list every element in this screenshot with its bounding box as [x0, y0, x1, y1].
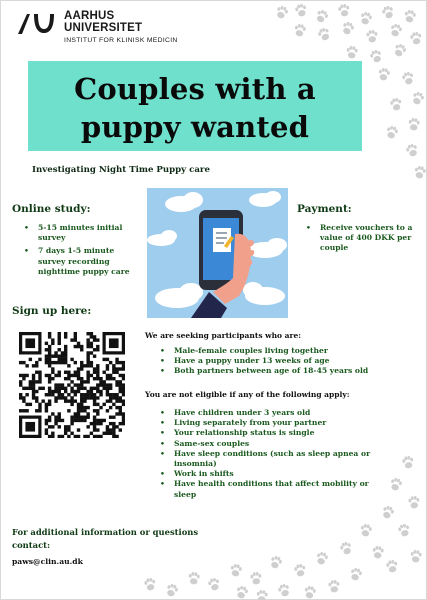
list-item: • Have sleep conditions (such as sleep apnea or insomnia) — [158, 449, 393, 469]
contact-email-link[interactable]: paws@clin.au.dk — [12, 557, 83, 566]
eligibility-heading: We are seeking participants who are: — [145, 331, 302, 340]
list-item: • Male-female couples living together — [158, 346, 418, 356]
payment-list — [304, 223, 414, 254]
list-item: • Your relationship status is single — [158, 428, 393, 438]
eligibility-list — [158, 346, 418, 377]
title-banner — [28, 61, 362, 151]
university-logo — [16, 10, 178, 44]
list-item: • Have a puppy under 13 weeks of age — [158, 356, 418, 366]
list-item: • Have children under 3 years old — [158, 408, 393, 418]
subtitle: Investigating Night Time Puppy care — [32, 165, 210, 175]
online-study-heading: Online study: — [12, 203, 91, 215]
list-item: • Work in shifts — [158, 469, 393, 479]
list-item: • Receive vouchers to a value of 400 DKK per couple — [304, 223, 414, 254]
list-item: • Both partners between age of 18-45 years old — [158, 366, 418, 376]
institute-name: INSTITUT FOR KLINISK MEDICIN — [64, 37, 178, 44]
online-study-list — [22, 223, 140, 277]
contact-text: For additional information or questions contact: — [12, 527, 199, 550]
phone-survey-icon — [147, 188, 288, 318]
list-item: • 5-15 minutes initial survey — [22, 223, 140, 243]
au-logo-icon — [16, 10, 56, 36]
signup-heading: Sign up here: — [12, 305, 92, 317]
banner-title-line2: puppy wanted — [80, 110, 310, 144]
list-item: • Same-sex couples — [158, 439, 393, 449]
exclusions-list — [158, 408, 393, 500]
exclusions-heading: You are not eligible if any of the following apply: — [145, 390, 350, 399]
payment-heading: Payment: — [297, 203, 352, 215]
list-item: • Have health conditions that affect mobility or sleep — [158, 479, 393, 499]
university-name-line1: AARHUS — [64, 10, 115, 22]
list-item: • 7 days 1-5 minute survey recording nighttime puppy care — [22, 246, 140, 277]
qr-code-icon[interactable] — [19, 332, 125, 438]
university-name-line2: UNIVERSITET — [64, 22, 143, 34]
banner-title-line1: Couples with a — [74, 72, 316, 106]
list-item: • Living separately from your partner — [158, 418, 393, 428]
